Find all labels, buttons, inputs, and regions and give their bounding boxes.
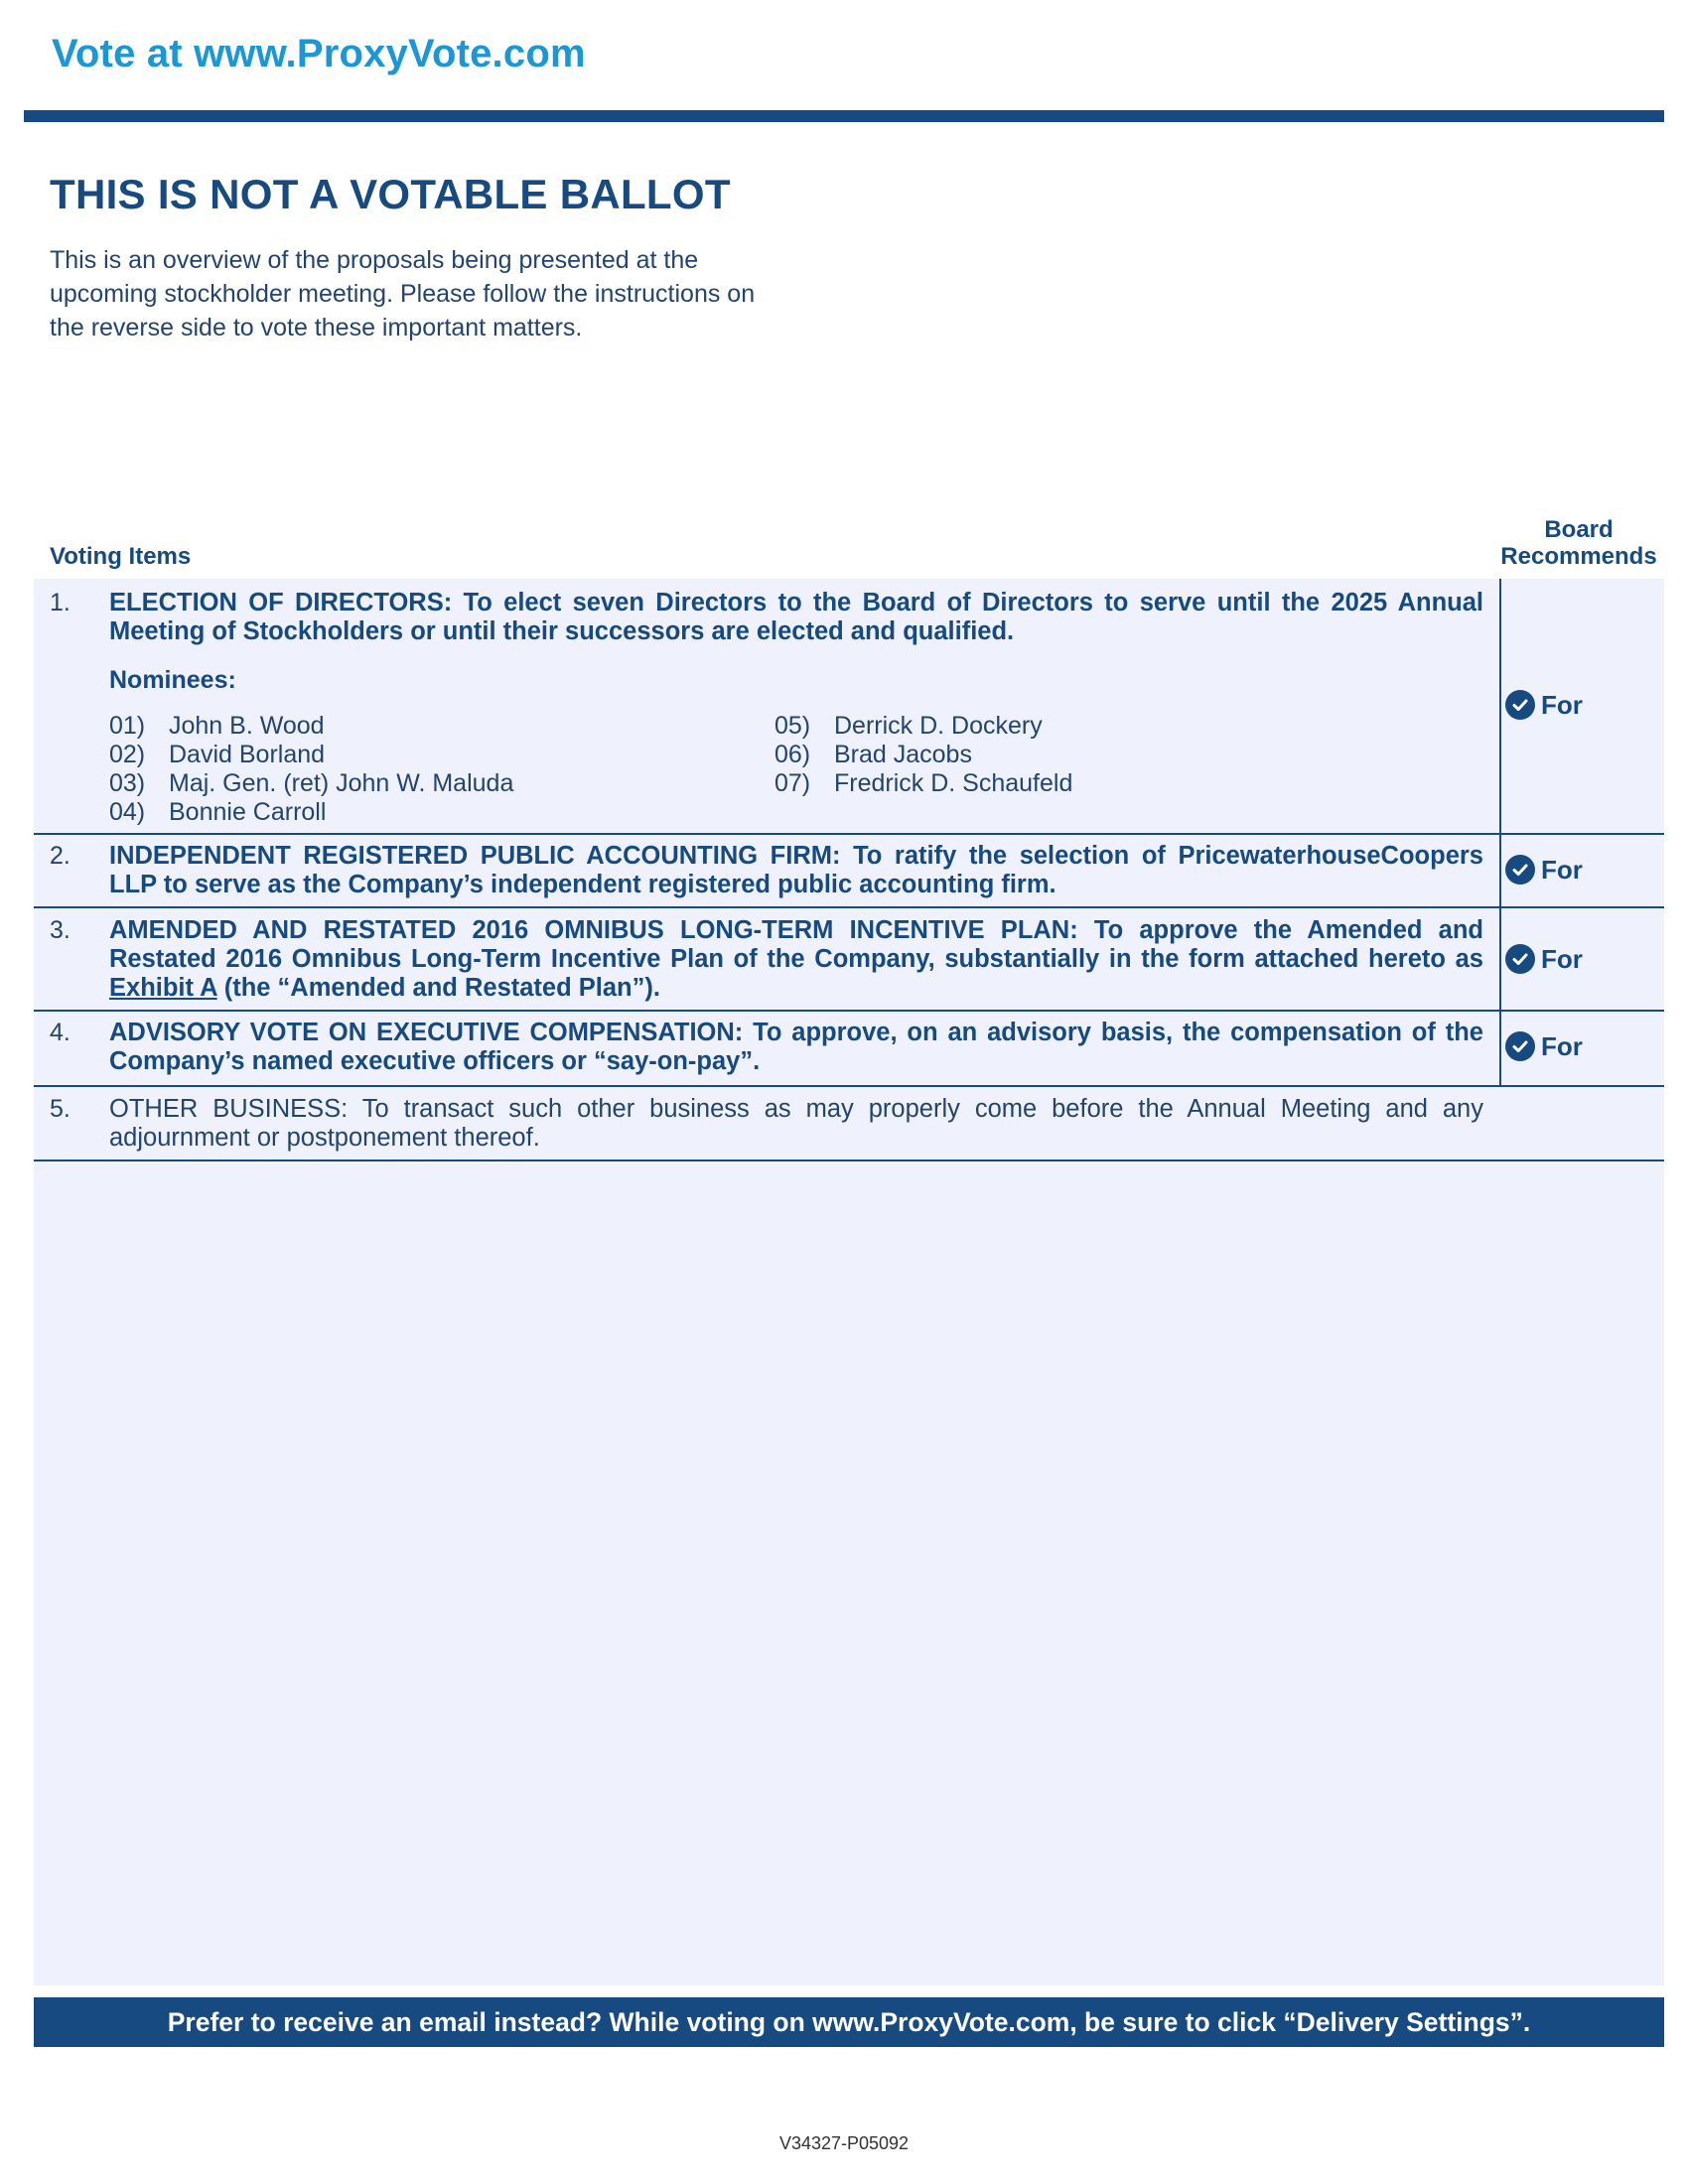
- item-number: 1.: [50, 589, 70, 616]
- item-description: OTHER BUSINESS: To transact such other business as may properly come before the Annual Meeting and any adjournment or postponement thereof.: [109, 1095, 1483, 1152]
- board-recommendation: [1505, 688, 1583, 722]
- nominee-name: John B. Wood: [169, 712, 325, 740]
- nominee-number: 02): [109, 741, 146, 768]
- recommendation-text: For: [1541, 1030, 1583, 1061]
- checkmark-icon: [1505, 944, 1535, 974]
- recommendation-text: For: [1541, 943, 1583, 974]
- header-rule: [24, 110, 1664, 122]
- nominee-name: Brad Jacobs: [834, 741, 972, 768]
- item-description-text: AMENDED AND RESTATED 2016 OMNIBUS LONG-TERM INCENTIVE PLAN: To approve the Amended and Restated 2016 Omnibus Long-Term Incentive Plan of the Company, substantially in the form attached hereto as: [109, 916, 1483, 973]
- vote-at-heading: Vote at www.ProxyVote.com: [52, 32, 586, 75]
- nominee: [774, 741, 972, 769]
- nominee: [109, 798, 326, 827]
- voting-item-row: [34, 908, 1664, 1012]
- email-delivery-banner: Prefer to receive an email instead? While voting on www.ProxyVote.com, be sure to click “Delivery Settings”.: [34, 1997, 1664, 2047]
- voting-items-label: Voting Items: [50, 543, 192, 570]
- voting-item-row: [34, 833, 1664, 908]
- nominee-name: Fredrick D. Schaufeld: [834, 769, 1073, 797]
- checkmark-icon: [1505, 690, 1535, 720]
- item-number: 5.: [50, 1095, 70, 1123]
- nominee: [109, 769, 513, 798]
- nominee-number: 04): [109, 798, 146, 826]
- board-label-line: Recommends: [1500, 543, 1657, 570]
- recommendation-text: For: [1541, 689, 1583, 720]
- item-number: 3.: [50, 916, 70, 944]
- nominee-number: 07): [774, 769, 811, 797]
- nominee: [774, 769, 1072, 798]
- nominee-name: Maj. Gen. (ret) John W. Maluda: [169, 769, 514, 797]
- page-title: THIS IS NOT A VOTABLE BALLOT: [50, 171, 731, 217]
- nominee: [774, 712, 1043, 741]
- voting-item-row: [34, 1087, 1664, 1161]
- nominee: [109, 712, 325, 741]
- overview-line: upcoming stockholder meeting. Please follow the instructions on: [50, 280, 756, 308]
- nominee-number: 06): [774, 741, 811, 768]
- nominee: [109, 741, 325, 769]
- voting-item-row: [34, 1012, 1664, 1087]
- board-recommendation: [1505, 853, 1583, 887]
- nominee-name: David Borland: [169, 741, 326, 768]
- item-description: [109, 916, 1483, 1003]
- board-recommendation: [1505, 942, 1583, 976]
- recommendation-text: For: [1541, 854, 1583, 885]
- checkmark-icon: [1505, 1031, 1535, 1061]
- item-description: ELECTION OF DIRECTORS: To elect seven Directors to the Board of Directors to serve until the 2025 Annual Meeting of Stockholders or until their successors are elected and qualified.: [109, 589, 1483, 645]
- document-code: V34327-P05092: [778, 2133, 910, 2153]
- overview-paragraph: [50, 243, 844, 344]
- nominee-number: 05): [774, 712, 811, 740]
- item-description: INDEPENDENT REGISTERED PUBLIC ACCOUNTING FIRM: To ratify the selection of PricewaterhouseCoopers LLP to serve as the Company’s independent registered public accounting firm.: [109, 842, 1483, 898]
- nominee-number: 01): [109, 712, 146, 740]
- board-recommends-label: [1489, 516, 1668, 570]
- voting-item-row: [34, 579, 1664, 835]
- nominees-label: Nominees:: [109, 666, 236, 694]
- nominee-name: Derrick D. Dockery: [834, 712, 1043, 740]
- board-label-line: Board: [1544, 516, 1614, 543]
- overview-line: the reverse side to vote these important matters.: [50, 314, 583, 341]
- item-description-text: (the “Amended and Restated Plan”).: [216, 974, 660, 1002]
- item-number: 4.: [50, 1019, 70, 1046]
- checkmark-icon: [1505, 855, 1535, 885]
- board-recommendation: [1505, 1029, 1583, 1063]
- nominee-number: 03): [109, 769, 146, 797]
- item-description: ADVISORY VOTE ON EXECUTIVE COMPENSATION: To approve, on an advisory basis, the compensation of the Company’s named executive officers or “say-on-pay”.: [109, 1019, 1483, 1075]
- nominee-name: Bonnie Carroll: [169, 798, 327, 826]
- item-number: 2.: [50, 842, 70, 870]
- overview-line: This is an overview of the proposals being presented at the: [50, 246, 699, 274]
- exhibit-a-link[interactable]: Exhibit A: [109, 974, 217, 1002]
